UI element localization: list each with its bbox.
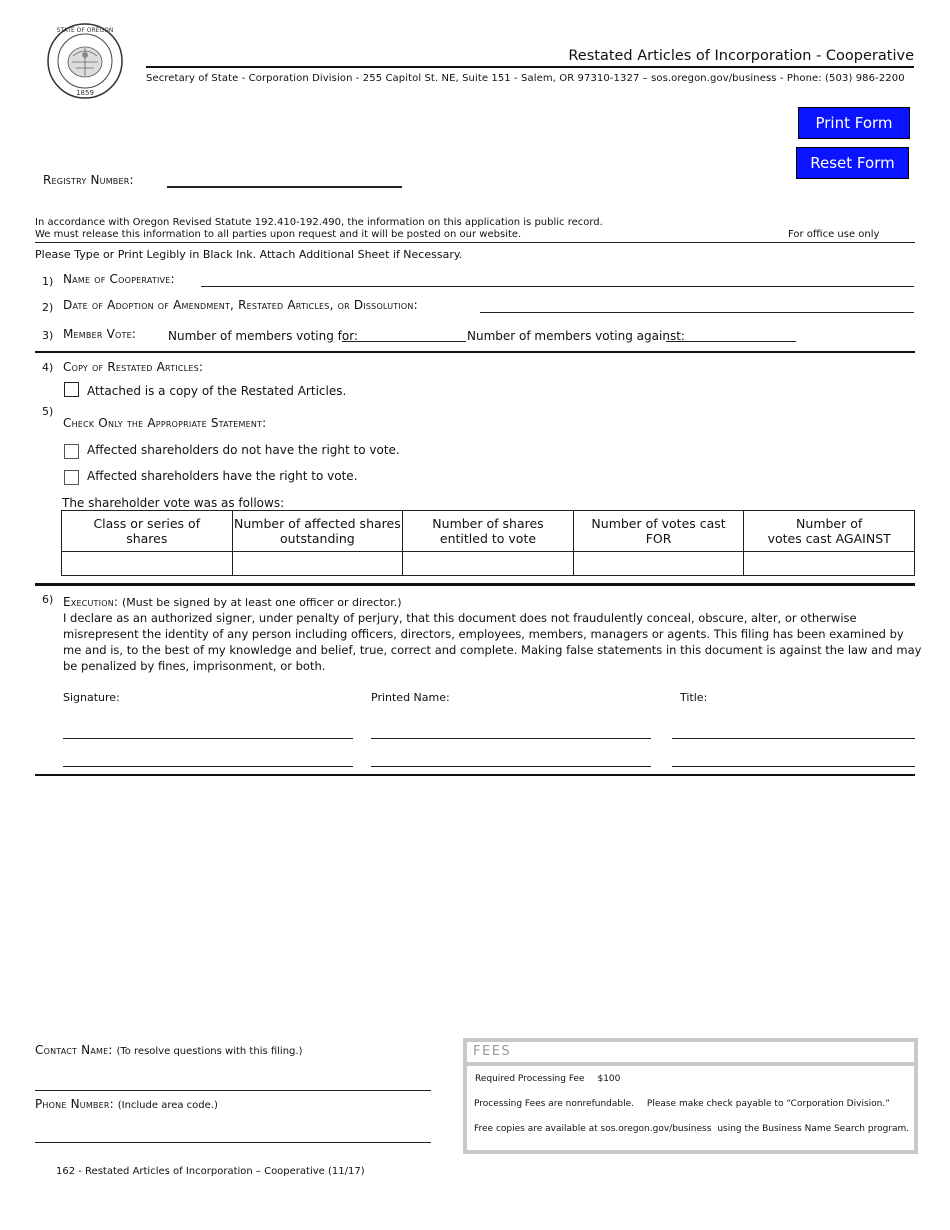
free-copies-note: Free copies are available at [474, 1124, 598, 1134]
votes-for-input[interactable] [573, 552, 744, 576]
oregon-state-seal [46, 22, 124, 100]
required-fee-label: Required Processing Fee [475, 1074, 585, 1084]
svg-text:STATE OF OREGON: STATE OF OREGON [56, 27, 114, 34]
no-vote-right-checkbox[interactable] [64, 444, 79, 459]
instructions-text: Please Type or Print Legibly in Black Ink. Attach Additional Sheet if Necessary. [35, 248, 463, 261]
attached-copy-checkbox[interactable] [64, 382, 79, 397]
title-field-1[interactable] [672, 738, 915, 739]
vote-table-header: Number of shares entitled to vote [403, 511, 574, 552]
fees-box [463, 1038, 918, 1154]
notice-rule [35, 242, 915, 243]
phone-number-note: (Include area code.) [117, 1100, 218, 1111]
table-row [62, 552, 915, 576]
declaration-text: I declare as an authorized signer, under penalty of perjury, that this document does not fraudulently conceal, obscure, alter, or otherwise misrepresent the identity of any person including officers, directors, employees, members, managers or agents. This filing has been examined by me and is, to the best of my knowledge and belief, true, correct and complete. Making false statements in this document is against the law and may be penalized by fines, imprisonment, or both. [63, 611, 922, 673]
vote-table-header: Number of affected shares outstanding [232, 511, 403, 552]
printed-name-field-1[interactable] [371, 738, 651, 739]
printed-name-field-2[interactable] [371, 766, 651, 767]
execution-note: (Must be signed by at least one officer or director.) [121, 596, 402, 609]
voting-against-label: Number of members voting against: [467, 329, 685, 343]
execution-heading [63, 595, 402, 609]
business-search-note: using the Business Name Search program. [717, 1124, 910, 1134]
member-vote-label: Member Vote: [63, 327, 137, 341]
voting-against-field[interactable] [666, 341, 796, 342]
phone-number-heading [35, 1097, 218, 1111]
reset-form-button[interactable]: Reset Form [796, 147, 909, 179]
voting-for-field[interactable] [342, 341, 466, 342]
phone-number-field[interactable] [35, 1142, 431, 1143]
vote-table-header: Class or series of shares [62, 511, 233, 552]
nonrefundable-row [474, 1099, 890, 1109]
vote-table-header: Number of votes cast FOR [573, 511, 744, 552]
execution-label: Execution: [63, 595, 119, 609]
form-title: Restated Articles of Incorporation - Cooperative [568, 48, 914, 64]
check-statement-label: Check Only the Appropriate Statement: [63, 416, 267, 430]
title-label: Title: [680, 691, 708, 704]
phone-number-label: Phone Number: [35, 1097, 114, 1111]
vote-table-intro: The shareholder vote was as follows: [62, 496, 285, 510]
form-footer: 162 - Restated Articles of Incorporation – Cooperative (11/17) [56, 1166, 365, 1177]
registry-number-field[interactable] [167, 186, 402, 188]
payable-note: Please make check payable to “Corporation Division.” [646, 1099, 890, 1109]
svg-text:1859: 1859 [76, 89, 94, 97]
shareholder-vote-table [61, 510, 915, 576]
required-fee-amount: $100 [597, 1074, 621, 1084]
fees-heading-bar [467, 1042, 914, 1066]
item-number-2: 2) [42, 301, 54, 314]
attached-copy-label: Attached is a copy of the Restated Articles. [87, 384, 347, 398]
vote-right-checkbox[interactable] [64, 470, 79, 485]
title-field-2[interactable] [672, 766, 915, 767]
print-form-button[interactable]: Print Form [798, 107, 910, 139]
vote-right-label: Affected shareholders have the right to vote. [87, 469, 358, 483]
voting-for-label: Number of members voting for: [168, 329, 359, 343]
nonrefundable-note: Processing Fees are nonrefundable. [474, 1099, 635, 1109]
item-number-6: 6) [42, 593, 54, 606]
entitled-shares-input[interactable] [403, 552, 574, 576]
affected-shares-input[interactable] [232, 552, 403, 576]
contact-name-note: (To resolve questions with this filing.) [116, 1046, 303, 1057]
fees-heading: FEES [473, 1044, 512, 1059]
printed-name-label: Printed Name: [371, 691, 450, 704]
signature-label: Signature: [63, 691, 120, 704]
section-divider-3 [35, 774, 915, 776]
required-fee-row [475, 1074, 620, 1084]
free-copies-row [474, 1124, 909, 1134]
cooperative-name-label: Name of Cooperative: [63, 272, 175, 286]
adoption-date-label: Date of Adoption of Amendment, Restated Articles, or Dissolution: [63, 298, 418, 312]
item-number-4: 4) [42, 361, 54, 374]
header-rule [146, 66, 914, 68]
business-site-link[interactable]: sos.oregon.gov/business [600, 1124, 712, 1134]
section-divider-1 [35, 351, 915, 353]
section-divider-2 [35, 583, 915, 586]
signature-field-2[interactable] [63, 766, 353, 767]
item-number-5: 5) [42, 405, 54, 418]
public-record-notice-2: We must release this information to all parties upon request and it will be posted on our website. [35, 229, 522, 240]
no-vote-right-label: Affected shareholders do not have the right to vote. [87, 443, 400, 457]
adoption-date-field[interactable] [480, 312, 914, 313]
item-number-1: 1) [42, 275, 54, 288]
public-record-notice-1: In accordance with Oregon Revised Statute 192.410-192.490, the information on this application is public record. [35, 217, 603, 228]
copy-articles-label: Copy of Restated Articles: [63, 360, 204, 374]
office-use-label: For office use only [788, 229, 880, 240]
contact-name-field[interactable] [35, 1090, 431, 1091]
registry-number-label: Registry Number: [43, 173, 134, 187]
contact-name-heading [35, 1043, 302, 1057]
signature-field-1[interactable] [63, 738, 353, 739]
votes-against-input[interactable] [744, 552, 915, 576]
vote-table-header: Number of votes cast AGAINST [744, 511, 915, 552]
agency-address: Secretary of State - Corporation Division - 255 Capitol St. NE, Suite 151 - Salem, OR 97310-1327 – sos.oregon.gov/business - Phone: (503) 986-2200 [146, 73, 905, 84]
cooperative-name-field[interactable] [201, 286, 914, 287]
contact-name-label: Contact Name: [35, 1043, 113, 1057]
item-number-3: 3) [42, 329, 54, 342]
class-series-input[interactable] [62, 552, 233, 576]
